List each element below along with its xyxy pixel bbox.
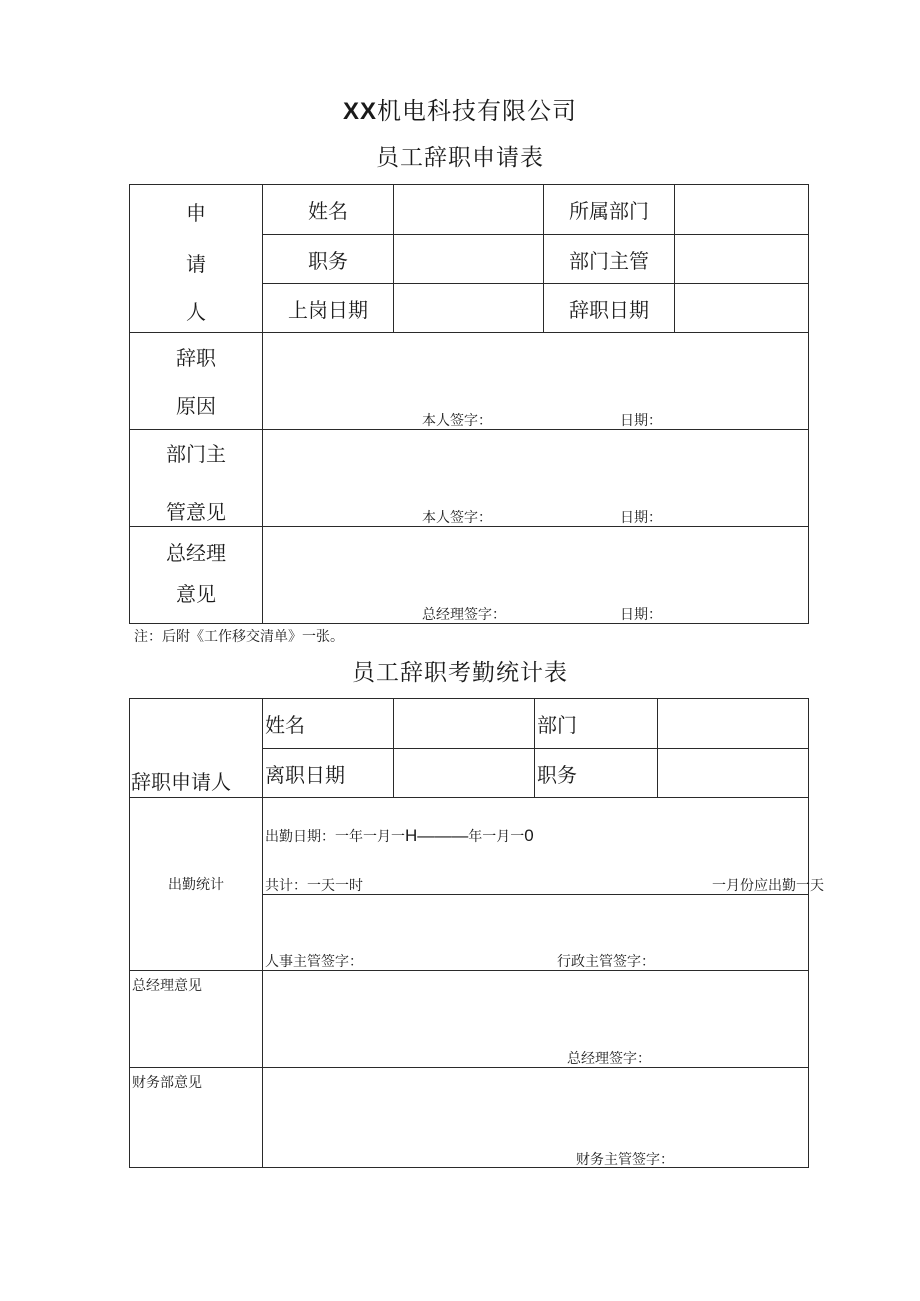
reason-field[interactable] xyxy=(263,333,809,430)
name-field[interactable] xyxy=(394,185,544,235)
resign-date-field[interactable] xyxy=(675,284,809,333)
gm-opinion-label-cell xyxy=(130,527,263,624)
position-label: 职务 xyxy=(263,235,394,284)
att-gm-opinion-field[interactable] xyxy=(263,971,809,1068)
gm-opinion-label-line-1: 总经理 xyxy=(166,541,226,565)
name-label: 姓名 xyxy=(263,185,394,235)
resign-applicant-label-cell xyxy=(130,699,263,798)
applicant-label-char-1: 申 xyxy=(186,201,206,225)
attendance-dates-part-b: H——— xyxy=(405,826,469,845)
finance-opinion-field[interactable] xyxy=(263,1068,809,1168)
resignation-application-table xyxy=(129,184,809,624)
att-name-label: 姓名 xyxy=(263,699,394,749)
att-gm-opinion-label: 总经理意见 xyxy=(132,978,202,994)
resign-applicant-label: 辞职申请人 xyxy=(131,770,231,794)
finance-label-cell xyxy=(130,1068,263,1168)
stats-label-cell xyxy=(130,798,263,971)
start-date-field[interactable] xyxy=(394,284,544,333)
att-position-field[interactable] xyxy=(658,749,809,798)
att-gm-sign-label: 总经理签字： xyxy=(567,1051,651,1067)
gm-opinion-label-line-2: 意见 xyxy=(176,582,216,606)
gm-sign-label: 总经理签字： xyxy=(422,607,506,623)
reason-sign-label: 本人签字： xyxy=(422,413,492,429)
department-field[interactable] xyxy=(675,185,809,235)
stats-label: 出勤统计 xyxy=(168,877,224,893)
attendance-dates-part-a: 出勤日期：一年一月一 xyxy=(265,829,405,845)
attachment-note: 注：后附《工作移交清单》一张。 xyxy=(134,629,344,645)
hr-sign-label: 人事主管签字： xyxy=(265,954,363,970)
dept-date-label: 日期： xyxy=(620,510,662,526)
reason-label-cell xyxy=(130,333,263,430)
leave-date-label: 离职日期 xyxy=(263,749,394,798)
attendance-title: 员工辞职考勤统计表 xyxy=(352,660,568,686)
company-title xyxy=(0,95,920,128)
dept-sign-label: 本人签字： xyxy=(422,510,492,526)
gm-date-label: 日期： xyxy=(620,607,662,623)
attendance-dates-text xyxy=(265,826,534,846)
applicant-label-char-3: 人 xyxy=(186,300,206,324)
company-name: 机电科技有限公司 xyxy=(377,97,577,125)
attendance-dates-cell[interactable] xyxy=(263,798,824,895)
department-label: 所属部门 xyxy=(544,185,675,235)
finance-opinion-label: 财务部意见 xyxy=(132,1075,202,1091)
attendance-dates-part-d: 0 xyxy=(524,826,534,845)
dept-opinion-label-line-2: 管意见 xyxy=(166,500,226,524)
gm-opinion-field[interactable] xyxy=(263,527,809,624)
att-name-field[interactable] xyxy=(394,699,535,749)
att-dept-field[interactable] xyxy=(658,699,809,749)
att-gm-label-cell xyxy=(130,971,263,1068)
dept-opinion-field[interactable] xyxy=(263,430,809,527)
dept-opinion-label-line-1: 部门主 xyxy=(166,442,226,466)
att-dept-label: 部门 xyxy=(535,699,658,749)
applicant-label-cell xyxy=(130,185,263,333)
attendance-dates-part-c: 年一月一 xyxy=(468,829,525,845)
applicant-label-char-2: 请 xyxy=(186,252,206,276)
leave-date-field[interactable] xyxy=(394,749,535,798)
admin-sign-label: 行政主管签字： xyxy=(557,954,655,970)
attendance-total: 共计：一天一时 xyxy=(265,878,363,894)
reason-label-line-2: 原因 xyxy=(176,394,216,418)
resign-date-label: 辞职日期 xyxy=(544,284,675,333)
finance-sign-label: 财务主管签字： xyxy=(576,1152,674,1168)
company-prefix: XX xyxy=(342,98,377,125)
reason-label-line-1: 辞职 xyxy=(176,346,216,370)
attendance-table xyxy=(129,698,824,1168)
form-title: 员工辞职申请表 xyxy=(376,145,544,171)
attendance-monthly: 一月份应出勤一天 xyxy=(712,878,824,894)
attendance-sign-cell[interactable] xyxy=(263,895,809,971)
supervisor-label: 部门主管 xyxy=(544,235,675,284)
dept-opinion-label-cell xyxy=(130,430,263,527)
position-field[interactable] xyxy=(394,235,544,284)
start-date-label: 上岗日期 xyxy=(263,284,394,333)
att-position-label: 职务 xyxy=(535,749,658,798)
supervisor-field[interactable] xyxy=(675,235,809,284)
reason-date-label: 日期： xyxy=(620,413,662,429)
